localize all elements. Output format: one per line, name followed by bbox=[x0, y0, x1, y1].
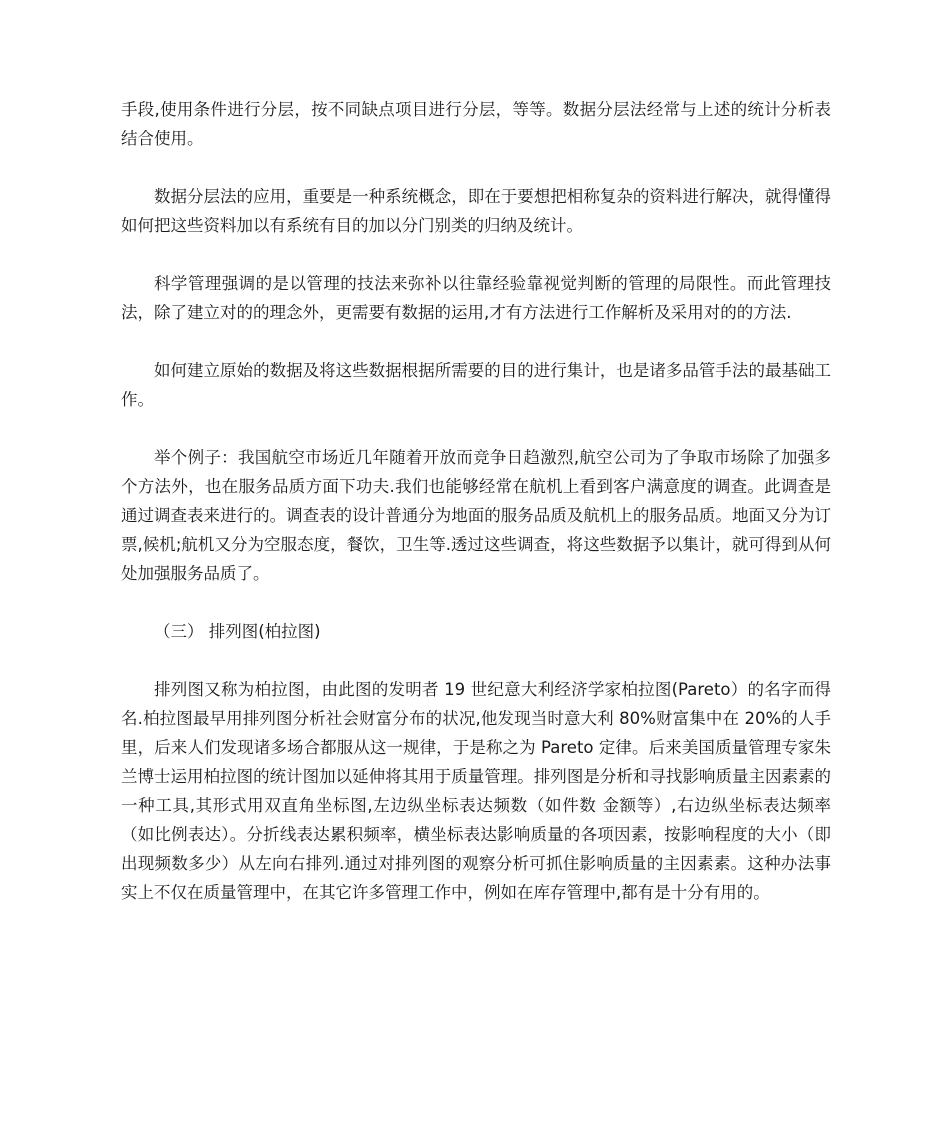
section-heading-pareto: （三） 排列图(柏拉图) bbox=[154, 622, 321, 641]
document-body bbox=[121, 95, 831, 936]
paragraph-stratification-concept: 数据分层法的应用，重要是一种系统概念，即在于要想把相称复杂的资料进行解决，就得懂得如何把这些资料加以有系统有目的加以分门别类的归纳及统计。 bbox=[121, 187, 831, 235]
paragraph-airline-example: 举个例子：我国航空市场近几年随着开放而竞争日趋激烈,航空公司为了争取市场除了加强多个方法外，也在服务品质方面下功夫.我们也能够经常在航机上看到客户满意度的调查。此调查是通过调查表来进行的。调查表的设计普通分为地面的服务品质及航机上的服务品质。地面又分为订票,候机;航机又分为空服态度，餐饮，卫生等.透过这些调查，将这些数据予以集计，就可得到从何处加强服务品质了。 bbox=[121, 448, 831, 583]
paragraph-stratification-usage: 手段,使用条件进行分层，按不同缺点项目进行分层，等等。数据分层法经常与上述的统计分析表结合使用。 bbox=[121, 100, 831, 148]
paragraph-pareto-chart: 排列图又称为柏拉图，由此图的发明者 19 世纪意大利经济学家柏拉图(Pareto）的名字而得名.柏拉图最早用排列图分析社会财富分布的状况,他发现当时意大利 80%财富集中在 20%的人手里，后来人们发现诸多场合都服从这一规律，于是称之为 Pareto 定律。后来美国质量管理专家朱兰博士运用柏拉图的统计图加以延伸将其用于质量管理。排列图是分析和寻找影响质量主因素素的一种工具,其形式用双直角坐标图,左边纵坐标表达频数（如件数 金额等）,右边纵坐标表达频率（如比例表达）。分折线表达累积频率，横坐标表达影响质量的各项因素，按影响程度的大小（即出现频数多少）从左向右排列.通过对排列图的观察分析可抓住影响质量的主因素素。这种办法事实上不仅在质量管理中，在其它许多管理工作中，例如在库存管理中,都有是十分有用的。 bbox=[121, 680, 831, 902]
paragraph-data-collection: 如何建立原始的数据及将这些数据根据所需要的目的进行集计，也是诸多品管手法的最基础工作。 bbox=[121, 361, 831, 409]
paragraph-scientific-management: 科学管理强调的是以管理的技法来弥补以往靠经验靠视觉判断的管理的局限性。而此管理技法，除了建立对的的理念外，更需要有数据的运用,才有方法进行工作解析及采用对的的方法. bbox=[121, 274, 831, 322]
